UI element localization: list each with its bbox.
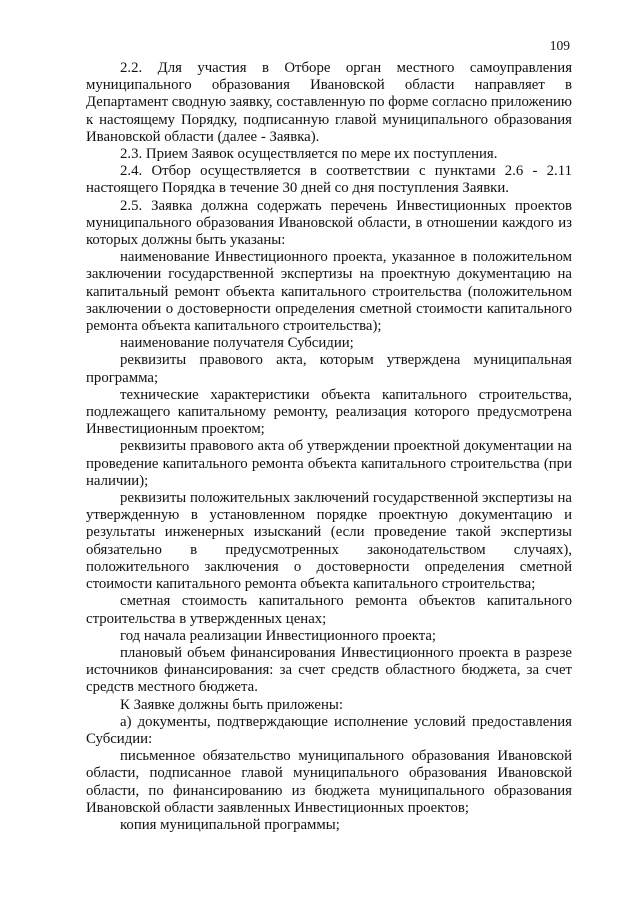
list-item-program-act: реквизиты правового акта, которым утверждена муниципальная программа; [86, 352, 572, 386]
list-item-start-year: год начала реализации Инвестиционного проекта; [120, 627, 437, 644]
attachment-obligation-letter: письменное обязательство муниципального образования Ивановской области, подписанное главой муниципального образования Ивановской области, по финансированию из бюджета муниципального образования Ивановской области заявленных Инвестиционных проектов; [86, 748, 572, 816]
attachment-item-a: а) документы, подтверждающие исполнение условий предоставления Субсидии: [86, 713, 572, 747]
document-body [86, 60, 572, 834]
list-item-recipient-name: наименование получателя Субсидии; [120, 335, 354, 352]
list-item-estimated-cost: сметная стоимость капитального ремонта объектов капитального строительства в утвержденных ценах; [86, 593, 572, 627]
paragraph-2-4: 2.4. Отбор осуществляется в соответствии с пунктами 2.6 - 2.11 настоящего Порядка в течение 30 дней со дня поступления Заявки. [86, 163, 572, 197]
list-item-funding-volume: плановый объем финансирования Инвестиционного проекта в разрезе источников финансирования: за счет средств областного бюджета, за счет средств местного бюджета. [86, 644, 572, 696]
attachments-heading: К Заявке должны быть приложены: [120, 696, 343, 713]
list-item-technical-specs: технические характеристики объекта капитального строительства, подлежащего капитальному ремонту, реализация которого предусмотрена Инвестиционным проектом; [86, 386, 572, 438]
paragraph-2-5: 2.5. Заявка должна содержать перечень Инвестиционных проектов муниципального образования Ивановской области, в отношении каждого из которых должны быть указаны: [86, 197, 572, 249]
list-item-expertise-conclusions: реквизиты положительных заключений государственной экспертизы на утвержденную в установленном порядке проектную документацию и результаты инженерных изысканий (если проведение такой экспертизы обязательно в предусмотренных законодательством случаях), положительного заключения о достоверности определения сметной стоимости капитального ремонта объекта капитального строительства; [86, 490, 572, 593]
paragraph-2-2: 2.2. Для участия в Отборе орган местного самоуправления муниципального образования Ивановской области направляет в Департамент сводную заявку, составленную по форме согласно приложению к настоящему Порядку, подписанную главой муниципального образования Ивановской области (далее - Заявка). [86, 60, 572, 145]
paragraph-2-3: 2.3. Прием Заявок осуществляется по мере их поступления. [120, 146, 498, 163]
list-item-project-name: наименование Инвестиционного проекта, указанное в положительном заключении государственной экспертизы на проектную документацию на капитальный ремонт объекта капитального строительства (положительном заключении о достоверности определения сметной стоимости капитального ремонта объекта капитального строительства); [86, 249, 572, 335]
list-item-design-approval-act: реквизиты правового акта об утверждении проектной документации на проведение капитального ремонта объекта капитального строительства (при наличии); [86, 438, 572, 489]
attachment-program-copy: копия муниципальной программы; [120, 816, 340, 833]
page-number: 109 [549, 38, 570, 53]
